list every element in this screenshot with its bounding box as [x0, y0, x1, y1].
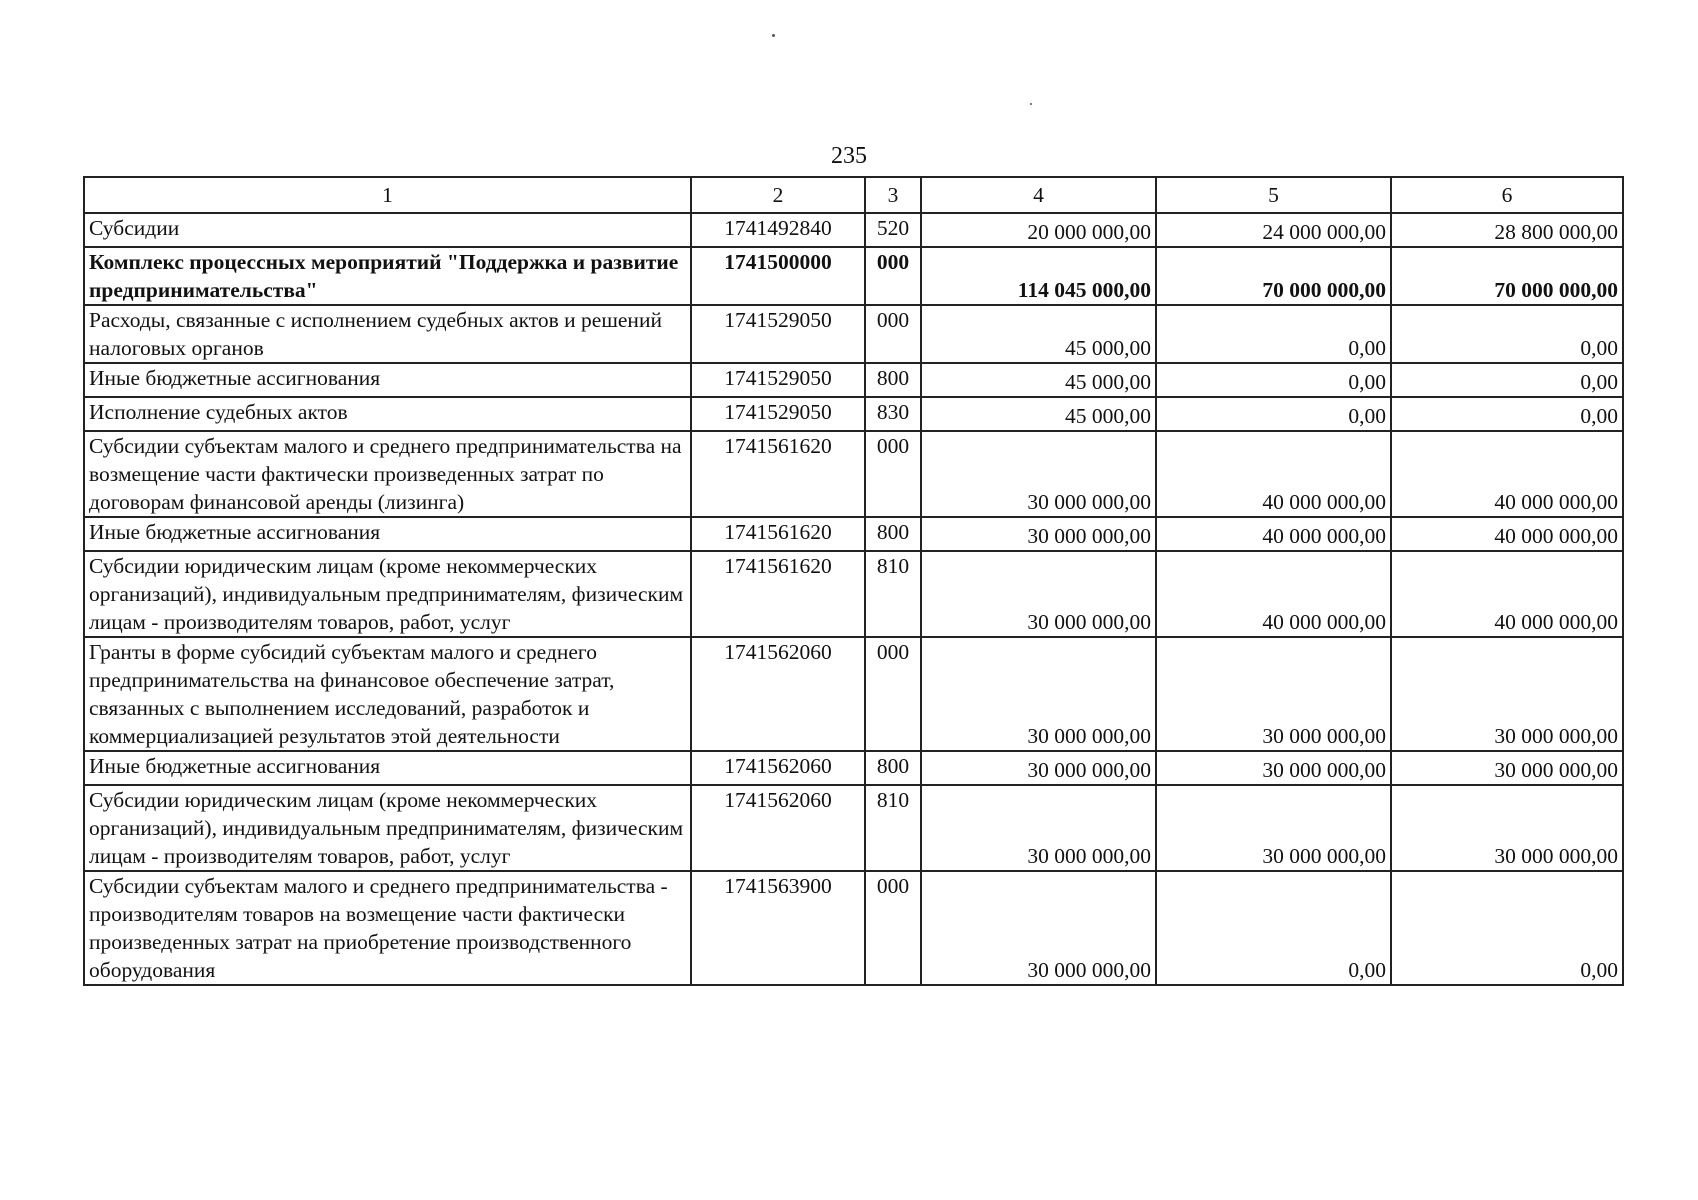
row-expense-kind: 000	[865, 305, 921, 363]
row-code: 1741562060	[691, 637, 865, 751]
row-code: 1741529050	[691, 363, 865, 397]
scan-speck	[1030, 103, 1032, 105]
row-amount-col5: 40 000 000,00	[1156, 551, 1391, 637]
row-name: Гранты в форме субсидий субъектам малого и среднего предпринимательства на финансовое обеспечение затрат, связанных с выполнением исследований, разработок и коммерциализацией результатов этой деятельности	[84, 637, 691, 751]
row-name: Субсидии субъектам малого и среднего предпринимательства - производителям товаров на возмещение части фактически произведенных затрат на приобретение производственного оборудования	[84, 871, 691, 985]
scan-speck	[772, 34, 775, 37]
row-amount-col6: 40 000 000,00	[1391, 517, 1623, 551]
row-amount-col5: 0,00	[1156, 363, 1391, 397]
row-name: Иные бюджетные ассигнования	[84, 517, 691, 551]
row-amount-col5: 0,00	[1156, 871, 1391, 985]
table-row	[84, 517, 1623, 551]
row-amount-col4: 30 000 000,00	[921, 431, 1156, 517]
row-expense-kind: 800	[865, 517, 921, 551]
column-header: 4	[921, 177, 1156, 213]
row-expense-kind: 000	[865, 247, 921, 305]
budget-table	[83, 176, 1624, 986]
row-name: Субсидии	[84, 213, 691, 247]
row-code: 1741561620	[691, 431, 865, 517]
row-name: Комплекс процессных мероприятий "Поддержка и развитие предпринимательства"	[84, 247, 691, 305]
row-amount-col5: 24 000 000,00	[1156, 213, 1391, 247]
row-amount-col6: 30 000 000,00	[1391, 637, 1623, 751]
row-amount-col6: 40 000 000,00	[1391, 431, 1623, 517]
row-code: 1741529050	[691, 397, 865, 431]
column-header: 2	[691, 177, 865, 213]
table-row	[84, 637, 1623, 751]
table-body	[84, 213, 1623, 985]
row-name: Исполнение судебных актов	[84, 397, 691, 431]
row-amount-col4: 30 000 000,00	[921, 637, 1156, 751]
table-row	[84, 431, 1623, 517]
row-amount-col6: 30 000 000,00	[1391, 751, 1623, 785]
table-row	[84, 305, 1623, 363]
row-amount-col4: 114 045 000,00	[921, 247, 1156, 305]
column-header: 3	[865, 177, 921, 213]
row-name: Расходы, связанные с исполнением судебных актов и решений налоговых органов	[84, 305, 691, 363]
row-amount-col5: 40 000 000,00	[1156, 517, 1391, 551]
row-code: 1741529050	[691, 305, 865, 363]
row-amount-col5: 30 000 000,00	[1156, 751, 1391, 785]
row-amount-col4: 45 000,00	[921, 305, 1156, 363]
row-amount-col4: 30 000 000,00	[921, 871, 1156, 985]
row-amount-col4: 30 000 000,00	[921, 751, 1156, 785]
table-row	[84, 871, 1623, 985]
row-code: 1741562060	[691, 785, 865, 871]
row-amount-col6: 0,00	[1391, 871, 1623, 985]
table-row	[84, 213, 1623, 247]
table-row	[84, 363, 1623, 397]
row-amount-col6: 0,00	[1391, 363, 1623, 397]
row-name: Субсидии юридическим лицам (кроме некоммерческих организаций), индивидуальным предпринимателям, физическим лицам - производителям товаров, работ, услуг	[84, 551, 691, 637]
row-expense-kind: 800	[865, 751, 921, 785]
table-row	[84, 397, 1623, 431]
row-code: 1741500000	[691, 247, 865, 305]
row-amount-col6: 30 000 000,00	[1391, 785, 1623, 871]
row-expense-kind: 000	[865, 871, 921, 985]
row-amount-col4: 30 000 000,00	[921, 785, 1156, 871]
row-amount-col5: 70 000 000,00	[1156, 247, 1391, 305]
row-code: 1741562060	[691, 751, 865, 785]
row-code: 1741561620	[691, 517, 865, 551]
table-row	[84, 785, 1623, 871]
row-expense-kind: 830	[865, 397, 921, 431]
row-amount-col5: 0,00	[1156, 397, 1391, 431]
row-expense-kind: 000	[865, 431, 921, 517]
table-row	[84, 247, 1623, 305]
header-row	[84, 177, 1623, 213]
row-amount-col5: 40 000 000,00	[1156, 431, 1391, 517]
row-expense-kind: 810	[865, 551, 921, 637]
row-amount-col6: 40 000 000,00	[1391, 551, 1623, 637]
row-amount-col5: 30 000 000,00	[1156, 785, 1391, 871]
column-header: 6	[1391, 177, 1623, 213]
row-amount-col4: 30 000 000,00	[921, 517, 1156, 551]
row-amount-col5: 0,00	[1156, 305, 1391, 363]
row-amount-col4: 45 000,00	[921, 397, 1156, 431]
row-expense-kind: 800	[865, 363, 921, 397]
row-expense-kind: 000	[865, 637, 921, 751]
row-expense-kind: 520	[865, 213, 921, 247]
row-code: 1741563900	[691, 871, 865, 985]
row-amount-col5: 30 000 000,00	[1156, 637, 1391, 751]
row-amount-col4: 45 000,00	[921, 363, 1156, 397]
row-code: 1741561620	[691, 551, 865, 637]
row-amount-col6: 70 000 000,00	[1391, 247, 1623, 305]
column-header: 1	[84, 177, 691, 213]
table-row	[84, 751, 1623, 785]
row-name: Субсидии юридическим лицам (кроме некоммерческих организаций), индивидуальным предпринимателям, физическим лицам - производителям товаров, работ, услуг	[84, 785, 691, 871]
row-expense-kind: 810	[865, 785, 921, 871]
row-code: 1741492840	[691, 213, 865, 247]
table-row	[84, 551, 1623, 637]
row-amount-col4: 30 000 000,00	[921, 551, 1156, 637]
row-name: Иные бюджетные ассигнования	[84, 751, 691, 785]
row-amount-col6: 0,00	[1391, 305, 1623, 363]
row-amount-col6: 28 800 000,00	[1391, 213, 1623, 247]
row-name: Иные бюджетные ассигнования	[84, 363, 691, 397]
row-amount-col6: 0,00	[1391, 397, 1623, 431]
row-amount-col4: 20 000 000,00	[921, 213, 1156, 247]
row-name: Субсидии субъектам малого и среднего предпринимательства на возмещение части фактически произведенных затрат по договорам финансовой аренды (лизинга)	[84, 431, 691, 517]
column-header: 5	[1156, 177, 1391, 213]
page-number: 235	[831, 143, 867, 169]
